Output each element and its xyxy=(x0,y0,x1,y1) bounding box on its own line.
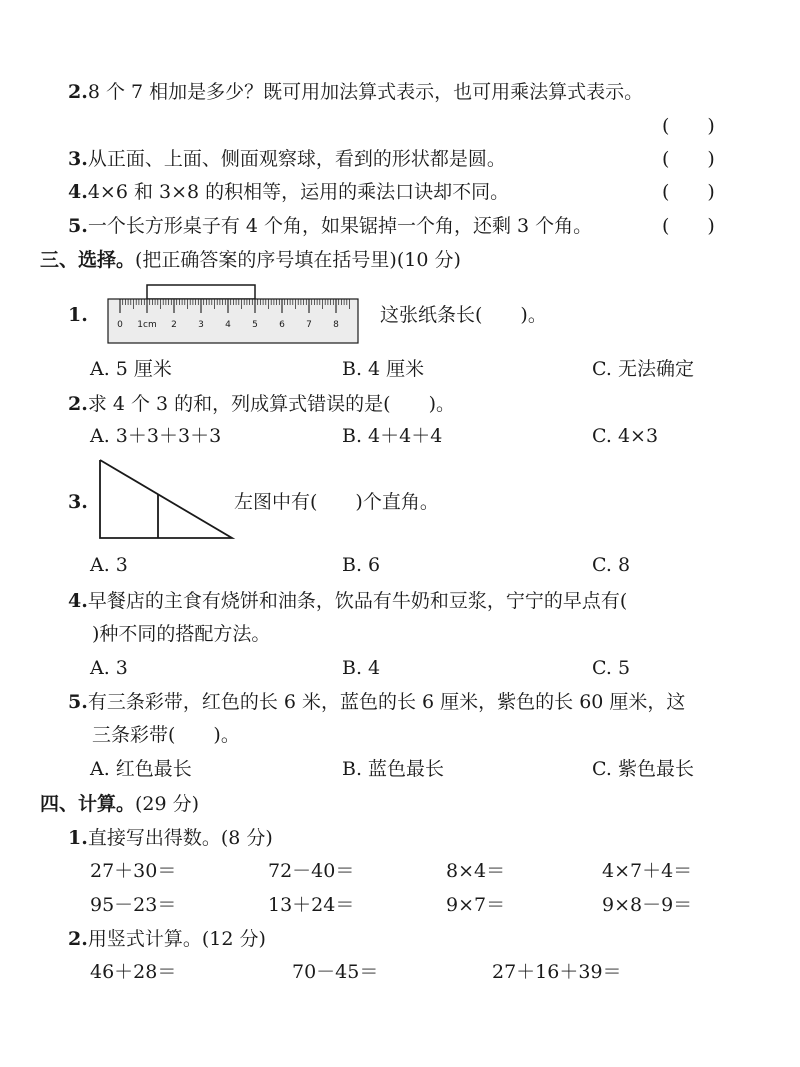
section-title: 三、选择。 xyxy=(40,249,136,271)
option-a[interactable]: A. 5 厘米 xyxy=(90,358,172,380)
option-b[interactable]: B. 4 xyxy=(342,657,381,679)
option-b[interactable]: B. 6 xyxy=(342,554,381,576)
ruler-figure xyxy=(104,283,366,347)
option-c[interactable]: C. 5 xyxy=(592,657,631,679)
paper-strip xyxy=(147,285,255,299)
choice-q5 xyxy=(68,690,685,714)
answer-paren[interactable]: ( ) xyxy=(662,148,715,170)
ruler-tick-label: 3 xyxy=(198,320,204,330)
question-number: 4. xyxy=(68,181,88,203)
choice-q4 xyxy=(68,589,627,613)
ruler-tick-label: 5 xyxy=(252,320,258,330)
option-b[interactable]: B. 蓝色最长 xyxy=(342,758,445,780)
question-text: 从正面、上面、侧面观察球，看到的形状都是圆。 xyxy=(87,148,506,170)
triangle-figure xyxy=(96,458,236,542)
question-number: 5. xyxy=(68,691,88,713)
calc-part2 xyxy=(68,927,266,951)
question-text-line2: )种不同的搭配方法。 xyxy=(92,623,271,645)
question-text: 左图中有( )个直角。 xyxy=(234,491,439,513)
ruler-tick-label: 2 xyxy=(171,320,177,330)
question-text: 求 4 个 3 的和，列成算式错误的是( )。 xyxy=(87,393,456,415)
question-text: 这张纸条长( )。 xyxy=(380,304,547,326)
question-number: 2. xyxy=(68,393,88,415)
question-number: 1. xyxy=(68,304,88,326)
judge-q3 xyxy=(68,147,506,171)
question-number: 3. xyxy=(68,148,88,170)
calc-item[interactable]: 4×7＋4＝ xyxy=(602,860,693,882)
option-c[interactable]: C. 8 xyxy=(592,554,631,576)
ruler-tick-label: 1cm xyxy=(137,320,157,330)
calc-item[interactable]: 95－23＝ xyxy=(90,894,177,916)
ruler-tick-label: 6 xyxy=(279,320,285,330)
section-note: (把正确答案的序号填在括号里)(10 分) xyxy=(135,249,461,271)
option-c[interactable]: C. 紫色最长 xyxy=(592,758,694,780)
section-title: 四、计算。 xyxy=(40,793,136,815)
option-a[interactable]: A. 红色最长 xyxy=(90,758,192,780)
question-text: 4×6 和 3×8 的积相等，运用的乘法口诀却不同。 xyxy=(87,181,510,203)
option-a[interactable]: A. 3 xyxy=(90,657,128,679)
option-c[interactable]: C. 无法确定 xyxy=(592,358,694,380)
question-text-line2: 三条彩带( )。 xyxy=(92,724,240,746)
ruler-tick-label: 4 xyxy=(225,320,231,330)
question-number: 5. xyxy=(68,215,88,237)
section-heading xyxy=(40,248,461,272)
option-b[interactable]: B. 4＋4＋4 xyxy=(342,425,443,447)
choice-q2 xyxy=(68,392,455,416)
calc-item[interactable]: 8×4＝ xyxy=(446,860,506,882)
question-text-line1: 早餐店的主食有烧饼和油条，饮品有牛奶和豆浆，宁宁的早点有( xyxy=(87,590,628,612)
calc-item[interactable]: 27＋30＝ xyxy=(90,860,177,882)
calc-item[interactable]: 27＋16＋39＝ xyxy=(492,961,622,983)
calc-item[interactable]: 72－40＝ xyxy=(268,860,355,882)
question-text: 8 个 7 相加是多少？既可用加法算式表示，也可用乘法算式表示。 xyxy=(87,81,644,103)
answer-paren[interactable]: ( ) xyxy=(662,215,715,237)
section-heading xyxy=(40,792,199,816)
calc-item[interactable]: 13＋24＝ xyxy=(268,894,355,916)
judge-q2 xyxy=(68,80,643,104)
answer-paren[interactable]: ( ) xyxy=(662,181,715,203)
calc-item[interactable]: 70－45＝ xyxy=(292,961,379,983)
judge-q5 xyxy=(68,214,592,238)
section-score: (29 分) xyxy=(135,793,200,815)
option-a[interactable]: A. 3 xyxy=(90,554,128,576)
question-number: 2. xyxy=(68,81,88,103)
calc-item[interactable]: 46＋28＝ xyxy=(90,961,177,983)
calc-part1 xyxy=(68,826,273,850)
question-text: 用竖式计算。(12 分) xyxy=(87,928,266,950)
question-number: 2. xyxy=(68,928,88,950)
question-text: 直接写出得数。(8 分) xyxy=(87,827,273,849)
question-text-line1: 有三条彩带，红色的长 6 米，蓝色的长 6 厘米，紫色的长 60 厘米，这 xyxy=(87,691,686,713)
ruler-tick-label: 8 xyxy=(333,320,339,330)
question-number: 4. xyxy=(68,590,88,612)
question-number: 1. xyxy=(68,827,88,849)
judge-q4 xyxy=(68,180,509,204)
calc-item[interactable]: 9×7＝ xyxy=(446,894,506,916)
option-a[interactable]: A. 3＋3＋3＋3 xyxy=(90,425,222,447)
ruler-tick-label: 7 xyxy=(306,320,312,330)
ruler-tick-label: 0 xyxy=(117,320,123,330)
question-number: 3. xyxy=(68,491,88,513)
answer-paren[interactable]: ( ) xyxy=(662,115,715,137)
calc-item[interactable]: 9×8－9＝ xyxy=(602,894,693,916)
question-text: 一个长方形桌子有 4 个角，如果锯掉一个角，还剩 3 个角。 xyxy=(87,215,593,237)
option-b[interactable]: B. 4 厘米 xyxy=(342,358,425,380)
option-c[interactable]: C. 4×3 xyxy=(592,425,659,447)
